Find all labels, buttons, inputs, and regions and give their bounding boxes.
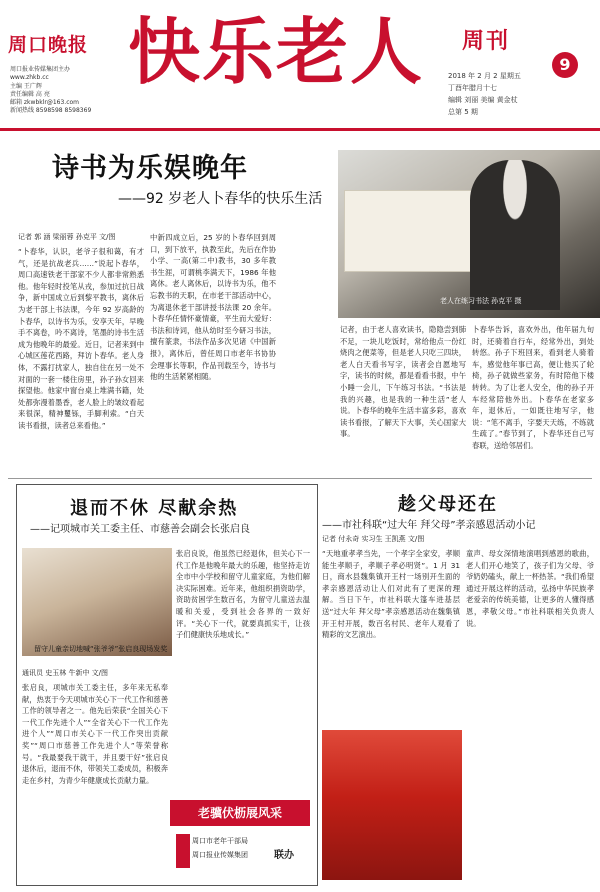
top-story-column-2: 中新四成立后，25 岁的卜春华回到周口，到下放平，执教至此，先后在作协小学、一高(第二中)教书，30 多年教书生涯，可谓桃李满天下，1986 年他离休。老人离休后，以诗书为乐，他不忘教书的天职，在市老干部活动中心，为离退休老干部讲授书法课 20 余年。卜春华任情怀豪情豪，平生而大爱好：书法和诗词，他从幼时至今研习书法，擅有篆隶，书法作品多次见诸《中国新报》，离休后，曾任周口市老年书协协会理事长等职，作品刊载至今，诗书与他的生活紧紧相随。: [150, 233, 276, 382]
masthead-title: 快乐老人: [128, 9, 425, 94]
date-box: [448, 70, 598, 118]
lunar-date: 丁酉年腊月十七: [448, 84, 497, 92]
editor-line: 编辑 刘丽 美编 黄金杖: [448, 96, 518, 104]
ad-line: 周口报业传媒集团: [192, 851, 248, 859]
photo-caption: 老人在练习书法 孙克平 摄: [440, 297, 522, 305]
info-line: www.zhkb.cc: [10, 74, 49, 82]
event-photo: [322, 730, 462, 880]
masthead-info: [10, 66, 120, 116]
story-three-byline: 记者 付永奇 实习生 王凯燕 文/图: [322, 535, 425, 543]
page-number-badge: 9: [552, 52, 578, 78]
story-three-column-1: “天地重孝孝当先，一个孝字全家安，孝顺能生孝顺子，孝顺子孝必明贤”。1 月 31 日，商水县魏集镇开王村一场别开生面的孝亲感恩活动让人们对此有了更深的理解。当日下午，市社科联大篷车进基层送“过大年 拜父母”孝亲感恩活动在魏集镇开王村开展，数百名村民、老年人观看了精彩的文艺演出。: [322, 549, 460, 640]
elderly-man-figure: [470, 160, 560, 310]
calligraphy-photo: [338, 150, 600, 318]
story-two-column-1: 张启良，项城市关工委主任，多年来无私奉献，热衷于今天项城市关心下一代工作和慈善工作的领导者之一。他先后荣获“全国关心下一代工作先进个人”“全省关心下一代工作先进个人”“周口市关心下一代工作突出贡献奖”“周口市慈善工作先进个人”等荣誉称号。“我最要我干就干，并且要干好”张启良退休后，退而不休，带领关工委成员，积极奔走在乡村，为青少年健康成长贡献力量。: [22, 683, 168, 785]
calligraphy-scroll: [344, 190, 486, 272]
photo-caption: 留守儿童亲切地喊“张爷爷”张启良现场发奖: [34, 645, 168, 653]
issue-number: 总第 5 期: [448, 108, 478, 116]
top-story-byline: 记者 郭 涵 梁丽蓉 孙克平 文/图: [18, 233, 116, 241]
info-line: 周口报业传媒集团主办: [10, 66, 71, 73]
ad-banner: 老骥伏枥展风采: [170, 800, 310, 826]
newspaper-logo: 周口晚报: [8, 34, 89, 56]
top-story-column-1: “卜春华，认识，老爷子很和蔼，有才气，还是抗战老兵……”说起卜春华，周口高速铁老干部家不少人都非常熟悉他。他年轻时投笔从戎，参加过抗日战争，新中国成立后到黎平教书，离休后为老干部上书法课，今年 92 岁高龄的卜春华，以诗书为乐，安享天年，早晚手不离卷，吟不离诗，笔墨的诗书生活成为他晚年的最爱。近日，记者来到中心城区莲花西路，拜访卜春华。老人身体，不露打扰家人，独自住在另一处不对面的一套一楼住房里，孙子孙女回来探望他。他家中窗台桌上堆满书籍，处处都弥漫着墨香，老人脸上的皱纹看起来很深，精神矍铄，手脚利索。“白天读书看报，读者总来看他。”: [18, 247, 144, 430]
section-divider: [8, 478, 592, 479]
info-line: 新闻热线 8598598 8598369: [10, 107, 92, 115]
ad-joint-label: 联办: [274, 850, 294, 861]
story-three-headline: 趁父母还在: [398, 494, 498, 515]
top-story-subtitle: ——92 岁老人卜春华的快乐生活: [118, 191, 323, 207]
weekly-label: 周刊: [462, 29, 511, 54]
story-three-column-2: 童声、母女深情地演唱到感恩的歌曲，老人们开心地笑了，孩子们为父母、爷爷奶奶磕头，献上一杯热茶。“我们希望通过开展这样的活动，弘扬中华民族孝老爱亲的传统美德，让更多的人懂得感恩，孝敬父母。”市社科联相关负责人说。: [466, 549, 594, 628]
story-two-byline: 通讯员 史玉林 牛新中 文/图: [22, 669, 109, 677]
story-two-column-2: 张启良说，他虽然已经退休，但关心下一代工作是他晚年最大的乐趣，他坚持走访全市中小学校和留守儿童家庭，为他们解决实际困难。近年来，他组织捐资助学，资助贫困学生数百名，为留守儿童送去温暖和关爱，受到社会各界的一致好评。“关心下一代，就要真抓实干，让孩子们健康快乐地成长。”: [176, 549, 310, 640]
story-two-subtitle: ——记项城市关工委主任、市慈善会副会长张启良: [30, 524, 250, 535]
story-three-subtitle: ——市社科联“过大年 拜父母”孝亲感恩活动小记: [322, 520, 536, 531]
story-two-headline: 退而不休 尽献余热: [70, 498, 239, 519]
date-line: 2018 年 2 月 2 星期五: [448, 72, 521, 80]
info-line: 责任编辑 高 亮: [10, 90, 50, 98]
ad-logo: [176, 834, 190, 868]
top-story-column-3: 记者，由于老人喜欢读书，隐隐尝到肺不足，一块儿吃饭时，常给他点一份红烧肉之便菜等，但是老人只吃三四块，老人白天看书写字，读者会自愿地写字，读书的时候，都是看看书报，中午小睡一会儿，下午练习书法。“书法是我的兴趣，也是我的一种生活”老人说。卜春华的晚年生活丰富多彩，喜欢读书看报，了解天下大事，关心国家大事。: [340, 325, 466, 439]
advertisement: [170, 800, 310, 880]
children-photo: [22, 548, 172, 656]
top-story-column-4: 卜春华告诉，喜欢外出，他年届九旬时，还骑着自行车，经常外出，到处转悠。孙子下班回来，看到老人骑着车，感觉他年事已高，便让他买了轮椅，孙子就做些家务，有时陪他下楼转转。为了让老人安全，他的孙子开车经常陪他外出。卜春华在老家多年，退休后，一如既往地写字，他说：“笔不离手，字要天天练，不练就生疏了。”春节到了，卜春华还自己写春联，送给邻居们。: [472, 325, 594, 450]
info-line: 主编 王广辉: [10, 82, 42, 90]
ad-line: 周口市老年干部局: [192, 837, 248, 845]
top-story-headline: 诗书为乐娱晚年: [52, 153, 248, 184]
masthead-rule: [0, 128, 600, 131]
info-line: 邮箱 zkwbklr@163.com: [10, 99, 80, 107]
